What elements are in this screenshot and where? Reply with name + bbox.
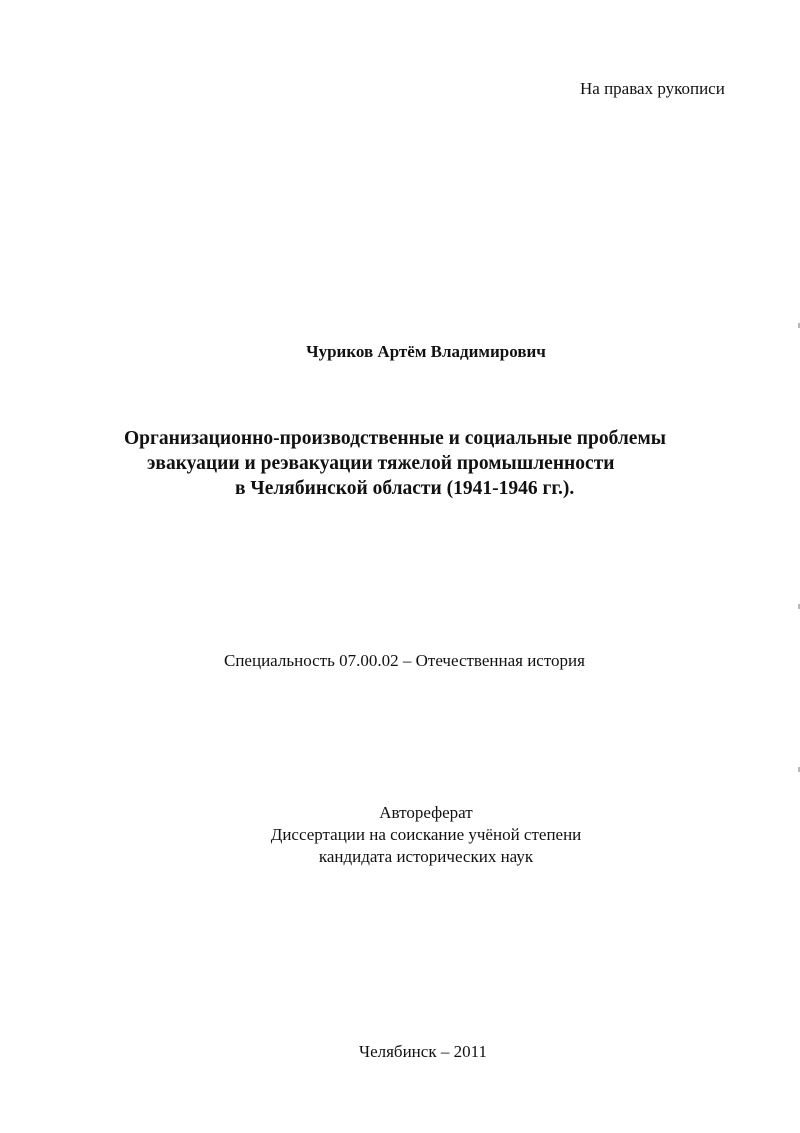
abstract-line-2: Диссертации на соискание учёной степени — [270, 825, 582, 844]
specialty-line: Специальность 07.00.02 – Отечественная история — [224, 651, 585, 670]
title-line-1: Организационно-производственные и социальные проблемы — [124, 428, 666, 449]
rights-notice: На правах рукописи — [580, 79, 725, 98]
abstract-line-3: кандидата исторических наук — [318, 847, 534, 866]
city-year: Челябинск – 2011 — [359, 1042, 487, 1061]
abstract-line-1: Автореферат — [379, 803, 473, 822]
author-name: Чуриков Артём Владимирович — [306, 342, 546, 361]
title-line-3: в Челябинской области (1941-1946 гг.). — [235, 478, 575, 499]
title-line-2: эвакуации и реэвакуации тяжелой промышленности — [147, 453, 615, 474]
